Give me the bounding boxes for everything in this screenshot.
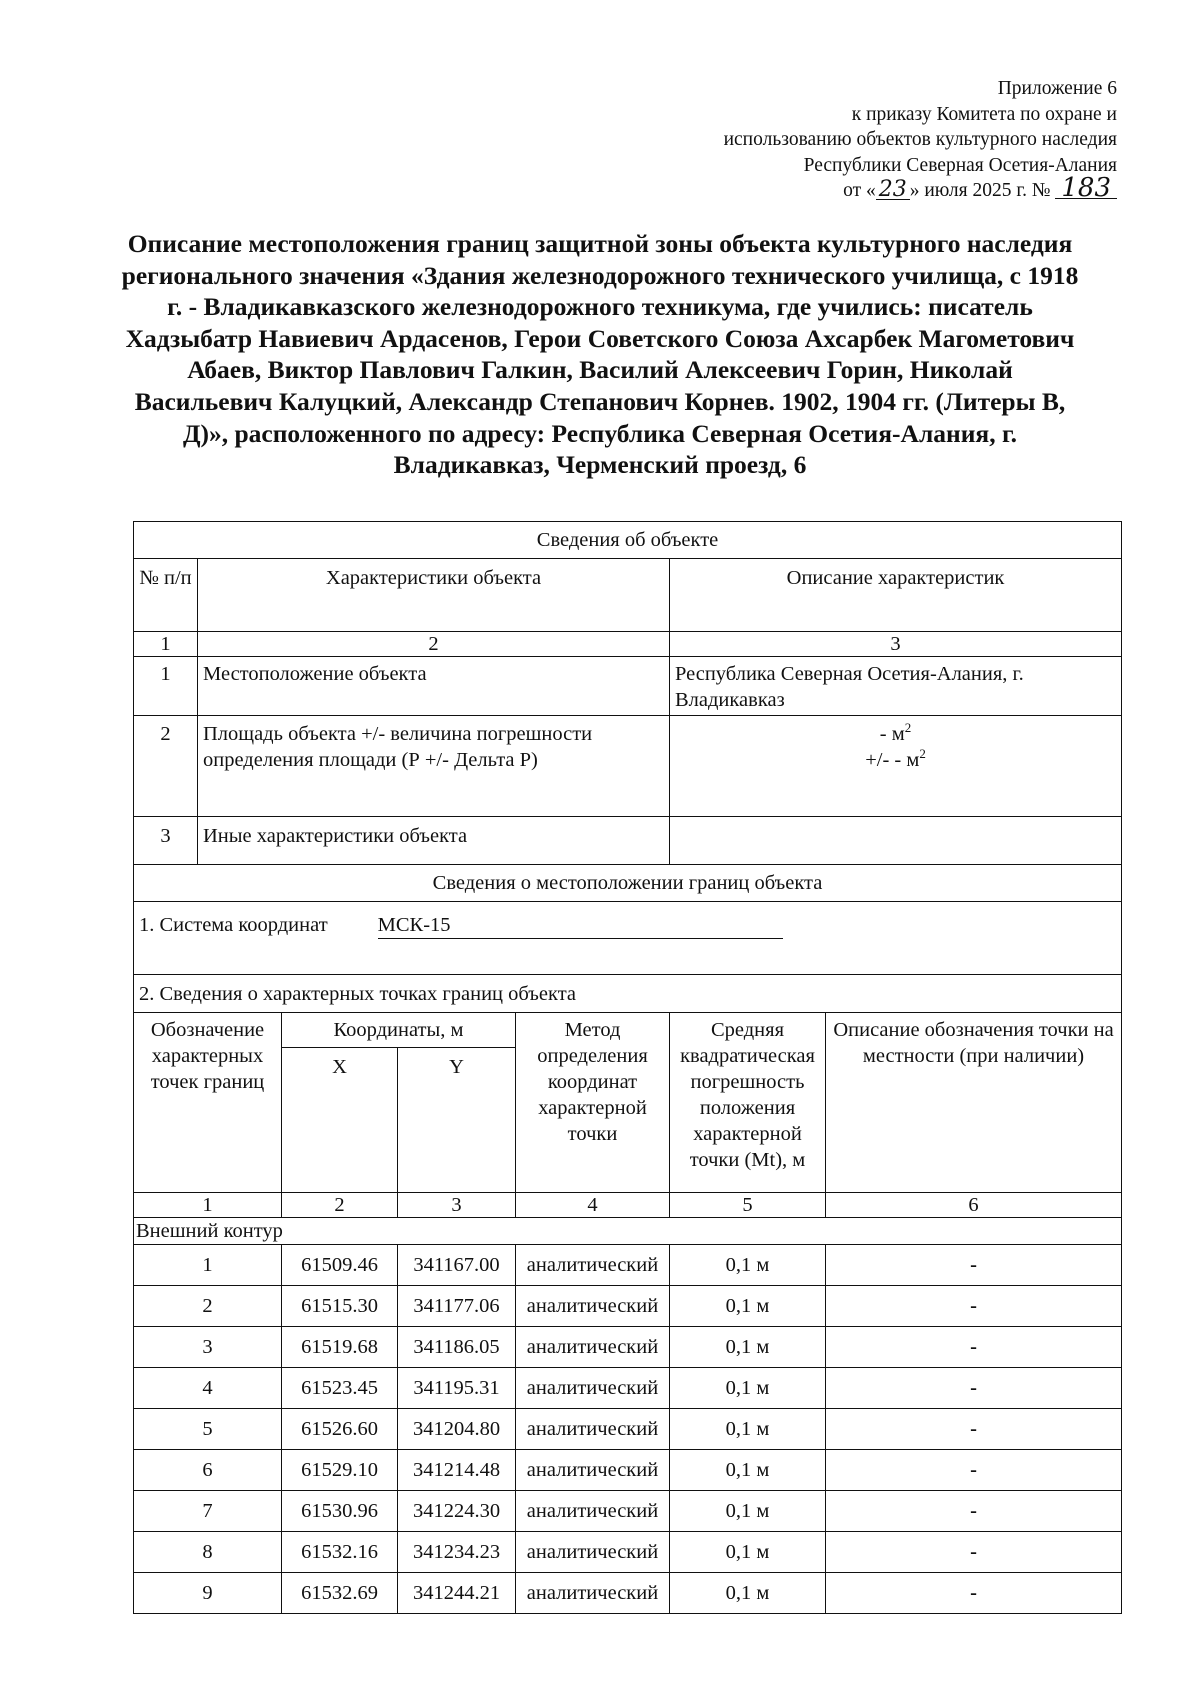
point-x: 61532.16 <box>282 1532 398 1573</box>
col-number: 1 <box>134 632 198 657</box>
point-number: 4 <box>134 1368 282 1409</box>
object-section-heading: Сведения об объекте <box>134 522 1122 559</box>
point-number: 3 <box>134 1327 282 1368</box>
point-error: 0,1 м <box>670 1327 826 1368</box>
handwritten-day: 23 <box>876 181 910 200</box>
table-row <box>134 716 1122 817</box>
point-x: 61523.45 <box>282 1368 398 1409</box>
contour-label: Внешний контур <box>134 1218 1122 1245</box>
table-row <box>134 657 1122 716</box>
point-method: аналитический <box>516 1245 670 1286</box>
point-y: 341177.06 <box>398 1286 516 1327</box>
table-row <box>134 1327 1122 1368</box>
point-method: аналитический <box>516 1409 670 1450</box>
row-value: Республика Северная Осетия-Алания, г. Владикавказ <box>670 657 1122 716</box>
point-description: - <box>826 1491 1122 1532</box>
point-method: аналитический <box>516 1491 670 1532</box>
point-error: 0,1 м <box>670 1532 826 1573</box>
appendix-line: к приказу Комитета по охране и <box>851 103 1117 125</box>
appendix-header <box>557 76 1117 204</box>
row-number: 1 <box>134 657 198 716</box>
col-number: 3 <box>398 1193 516 1218</box>
point-description: - <box>826 1327 1122 1368</box>
coord-system-row <box>134 902 1122 975</box>
point-number: 8 <box>134 1532 282 1573</box>
col-number: 5 <box>670 1193 826 1218</box>
point-method: аналитический <box>516 1450 670 1491</box>
table-row <box>134 1450 1122 1491</box>
area-error-superscript: 2 <box>919 746 926 762</box>
point-number: 9 <box>134 1573 282 1614</box>
col-number: 3 <box>670 632 1122 657</box>
point-y: 341204.80 <box>398 1409 516 1450</box>
header-y: Y <box>398 1048 516 1193</box>
row-value <box>670 817 1122 865</box>
area-superscript: 2 <box>904 720 912 736</box>
row-characteristic: Местоположение объекта <box>198 657 670 716</box>
point-error: 0,1 м <box>670 1450 826 1491</box>
point-method: аналитический <box>516 1368 670 1409</box>
appendix-line: Приложение 6 <box>997 78 1117 99</box>
point-y: 341186.05 <box>398 1327 516 1368</box>
point-y: 341234.23 <box>398 1532 516 1573</box>
point-x: 61532.69 <box>282 1573 398 1614</box>
point-error: 0,1 м <box>670 1409 826 1450</box>
point-method: аналитический <box>516 1573 670 1614</box>
point-y: 341195.31 <box>398 1368 516 1409</box>
point-error: 0,1 м <box>670 1491 826 1532</box>
appendix-line: Республики Северная Осетия-Алания <box>803 154 1117 176</box>
row-characteristic: Иные характеристики объекта <box>198 817 670 865</box>
coord-system-label: 1. Система координат <box>139 914 328 936</box>
col-header-number: № п/п <box>134 559 198 632</box>
document-title: Описание местоположения границ защитной зоны объекта культурного наследия регионального значения «Здания железнодорожного технического училища, с 1918 г. - Владикавказского железнодорожного техникума, где учились: писатель Хадзыбатр Навиевич Ардасенов, Герои Советского Союза Ахсарбек Магометович Абаев, Виктор Павлович Галкин, Василий Алексеевич Горин, Николай Васильевич Калуцкий, Александр Степанович Корнев. 1902, 1904 гг. (Литеры В, Д)», расположенного по адресу: Республика Северная Осетия-Алания, г. Владикавказ, Черменский проезд, 6 <box>121 229 1079 480</box>
coord-system-value: МСК-15 <box>378 912 783 939</box>
points-rows <box>134 1245 1122 1614</box>
point-y: 341244.21 <box>398 1573 516 1614</box>
date-suffix: » июля 2025 г. № <box>909 180 1051 201</box>
point-number: 1 <box>134 1245 282 1286</box>
col-number: 6 <box>826 1193 1122 1218</box>
point-description: - <box>826 1409 1122 1450</box>
object-table <box>133 521 1122 1614</box>
row-value-area <box>670 716 1122 817</box>
col-number: 1 <box>134 1193 282 1218</box>
appendix-date-line <box>557 173 1117 204</box>
point-x: 61530.96 <box>282 1491 398 1532</box>
table-row <box>134 1573 1122 1614</box>
area-value: - м <box>879 723 905 745</box>
point-error: 0,1 м <box>670 1573 826 1614</box>
table-row <box>134 1245 1122 1286</box>
point-description: - <box>826 1245 1122 1286</box>
location-section-heading: Сведения о местоположении границ объекта <box>134 865 1122 902</box>
point-description: - <box>826 1450 1122 1491</box>
point-x: 61529.10 <box>282 1450 398 1491</box>
points-label: 2. Сведения о характерных точках границ объекта <box>134 975 1122 1013</box>
table-row <box>134 817 1122 865</box>
header-coordinates: Координаты, м <box>282 1013 516 1048</box>
header-method: Метод определения координат характерной точки <box>516 1013 670 1193</box>
table-row <box>134 1286 1122 1327</box>
point-description: - <box>826 1368 1122 1409</box>
point-x: 61509.46 <box>282 1245 398 1286</box>
header-designation: Обозначение характерных точек границ <box>134 1013 282 1193</box>
point-number: 5 <box>134 1409 282 1450</box>
point-method: аналитический <box>516 1327 670 1368</box>
point-x: 61515.30 <box>282 1286 398 1327</box>
col-header-characteristics: Характеристики объекта <box>198 559 670 632</box>
header-x: X <box>282 1048 398 1193</box>
point-description: - <box>826 1573 1122 1614</box>
row-characteristic: Площадь объекта +/- величина погрешности определения площади (Р +/- Дельта Р) <box>198 716 670 817</box>
point-number: 7 <box>134 1491 282 1532</box>
header-description: Описание обозначения точки на местности (при наличии) <box>826 1013 1122 1193</box>
row-number: 2 <box>134 716 198 817</box>
appendix-line: использованию объектов культурного наследия <box>723 129 1117 150</box>
row-number: 3 <box>134 817 198 865</box>
point-method: аналитический <box>516 1286 670 1327</box>
point-method: аналитический <box>516 1532 670 1573</box>
col-header-description: Описание характеристик <box>670 559 1122 632</box>
point-number: 6 <box>134 1450 282 1491</box>
col-number: 4 <box>516 1193 670 1218</box>
point-error: 0,1 м <box>670 1286 826 1327</box>
point-description: - <box>826 1532 1122 1573</box>
point-y: 341167.00 <box>398 1245 516 1286</box>
point-description: - <box>826 1286 1122 1327</box>
area-error: +/- - м <box>865 749 920 771</box>
table-row <box>134 1409 1122 1450</box>
point-error: 0,1 м <box>670 1368 826 1409</box>
col-number: 2 <box>198 632 670 657</box>
handwritten-order-number: 183 <box>1055 178 1117 199</box>
point-number: 2 <box>134 1286 282 1327</box>
col-number: 2 <box>282 1193 398 1218</box>
point-x: 61519.68 <box>282 1327 398 1368</box>
point-y: 341214.48 <box>398 1450 516 1491</box>
point-x: 61526.60 <box>282 1409 398 1450</box>
point-y: 341224.30 <box>398 1491 516 1532</box>
header-error: Средняя квадратическая погрешность положения характерной точки (Mt), м <box>670 1013 826 1193</box>
table-row <box>134 1491 1122 1532</box>
table-row <box>134 1368 1122 1409</box>
point-error: 0,1 м <box>670 1245 826 1286</box>
table-row <box>134 1532 1122 1573</box>
date-prefix: от « <box>843 180 876 201</box>
